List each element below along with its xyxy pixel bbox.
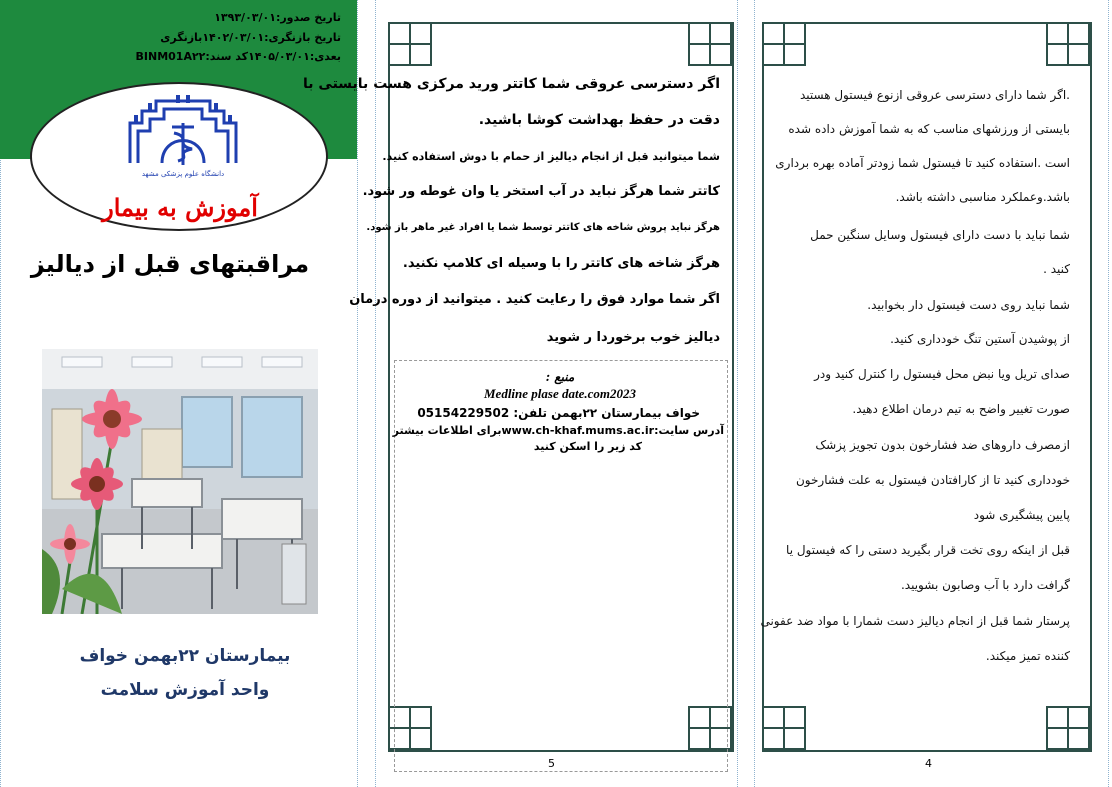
health-education-unit: واحد آموزش سلامت xyxy=(100,680,270,700)
source-label: منبع : xyxy=(545,370,575,384)
right-text-line: پرستار شما قبل از انجام دیالیز دست شمارا با مواد ضد عفونی xyxy=(760,614,1070,628)
issue-date: تاریخ صدور:۱۳۹۳/۰۳/۰۱ xyxy=(214,11,341,24)
right-text-line: شما نباید روی دست فیستول دار بخوابید. xyxy=(867,298,1070,312)
middle-text-line: دیالیز خوب برخوردا ر شوید xyxy=(546,330,720,345)
right-text-line: خودداری کنید تا از کارافتادن فیستول به علت فشارخون xyxy=(795,473,1070,487)
corner-ornament xyxy=(762,706,806,750)
right-text-line: صدای تریل ویا نبض محل فیستول را کنترل کنید ودر xyxy=(814,367,1070,381)
panel-guide xyxy=(737,0,738,787)
page-number: 5 xyxy=(548,757,555,770)
cover-title: مراقبتهای قبل از دیالیز xyxy=(30,250,310,278)
page-number: 4 xyxy=(925,757,932,770)
right-text-line: باشد.وعملکرد مناسبی داشته باشد. xyxy=(895,190,1070,204)
document-code: بعدی:۱۴۰۵/۰۳/۰۱کد سند:BINM01A۲۲ xyxy=(135,50,341,63)
right-text-line: پایین پیشگیری شود xyxy=(973,508,1070,522)
right-text-line: قبل از اینکه روی تخت قرار بگیرید دستی را که فیستول یا xyxy=(786,543,1070,557)
dialysis-ward-photo xyxy=(42,349,318,614)
source-reference: Medline plase date.com2023 xyxy=(483,386,636,401)
right-text-line: کنید . xyxy=(1043,262,1070,276)
logo-caption: دانشگاه علوم پزشکی مشهد xyxy=(141,170,225,178)
middle-text-line: هرگز نباید پروش شاخه های کاتتر توسط شما یا افراد غیر ماهر باز شود. xyxy=(366,222,720,233)
right-text-line: است .استفاده کنید تا فیستول شما زودتر آماده بهره برداری xyxy=(775,156,1070,170)
middle-text-line: هرگز شاخه های کاتتر را با وسیله ای کلامپ نکنید. xyxy=(402,256,720,271)
panel-guide xyxy=(375,0,376,787)
right-text-line: صورت تغییر واضح به تیم درمان اطلاع دهید. xyxy=(852,402,1070,416)
right-text-line: ازمصرف داروهای ضد فشارخون بدون تجویز پزشک xyxy=(815,438,1070,452)
panel-guide xyxy=(754,0,755,787)
corner-ornament xyxy=(388,22,432,66)
right-text-line: گرافت دارد با آب وصابون بشویید. xyxy=(900,578,1070,592)
university-logo xyxy=(122,93,244,179)
middle-text-line: اگر دسترسی عروقی شما کاتتر ورید مرکزی هست بایستی با xyxy=(303,76,720,92)
right-text-line: کننده تمیز میکند. xyxy=(985,649,1070,663)
panel-guide xyxy=(357,0,358,787)
right-text-line: .اگر شما دارای دسترسی عروقی ازنوع فیستول هستید xyxy=(799,88,1070,102)
middle-text-line: کاتتر شما هرگز نباید در آب استخر یا وان غوطه ور شود. xyxy=(362,184,720,199)
hospital-name: بیمارستان ۲۲بهمن خواف xyxy=(79,646,291,666)
right-text-line: شما نباید با دست دارای فیستول وسایل سنگین حمل xyxy=(810,228,1070,242)
review-date: تاریخ بازنگری:۱۴۰۲/۰۳/۰۱بازنگری xyxy=(160,31,341,44)
right-text-line: از پوشیدن آستین تنگ خودداری کنید. xyxy=(890,332,1070,346)
corner-ornament xyxy=(762,22,806,66)
hospital-phone: خواف بیمارستان ۲۲بهمن تلفن: 05154229502 xyxy=(417,406,700,420)
corner-ornament xyxy=(1046,706,1090,750)
cover-panel xyxy=(0,0,357,787)
source-box xyxy=(394,360,728,772)
corner-ornament xyxy=(688,22,732,66)
right-text-line: بایستی از ورزشهای مناسب که به شما آموزش داده شده xyxy=(788,122,1070,136)
corner-ornament xyxy=(1046,22,1090,66)
middle-text-line: شما میتوانید قبل از انجام دیالیز از حمام با دوش استفاده کنید. xyxy=(382,150,720,163)
scan-instruction: کد زیر را اسکن کنید xyxy=(533,440,642,453)
middle-text-line: اگر شما موارد فوق را رعایت کنید . میتوانید از دوره درمان xyxy=(349,292,720,307)
website-address[interactable]: آدرس سایت:www.ch-khaf.mums.ac.irبرای اطلاعات بیشتر xyxy=(392,424,724,437)
panel-guide xyxy=(1108,0,1109,787)
cover-heading: آموزش به بیمار xyxy=(102,193,258,222)
middle-text-line: دقت در حفظ بهداشت کوشا باشید. xyxy=(478,112,720,128)
